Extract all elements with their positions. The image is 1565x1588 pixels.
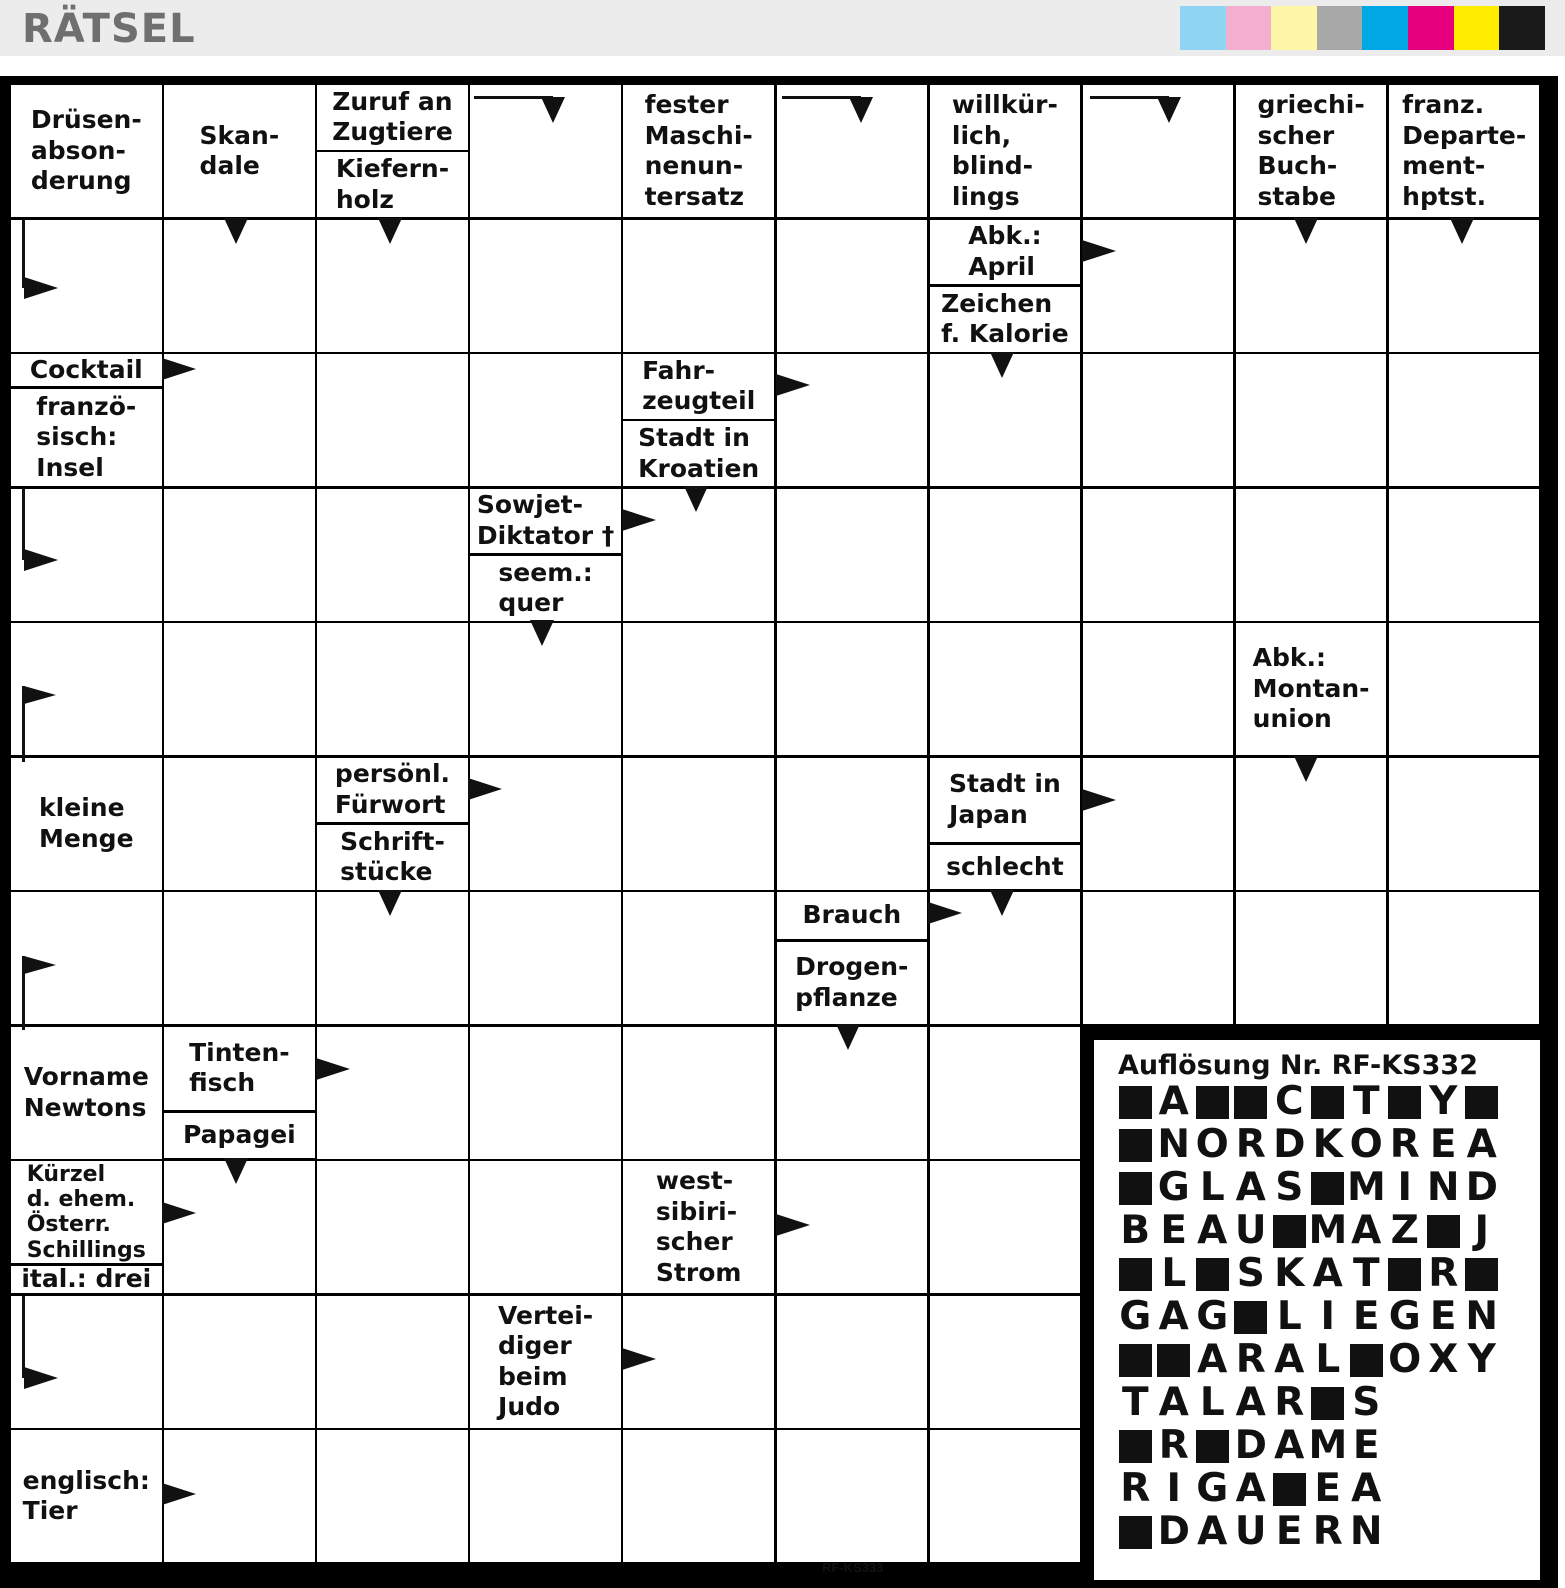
solution-block: [1270, 1469, 1309, 1509]
solution-letter: G: [1119, 1294, 1152, 1339]
clue-tintenfisch: [162, 1025, 317, 1113]
solution-block: [1116, 1340, 1155, 1380]
clue-kroatien: [621, 419, 776, 488]
clue-newton: [9, 1025, 164, 1161]
solution-letter: I: [1166, 1466, 1181, 1511]
grid-cell[interactable]: [928, 1025, 1083, 1161]
solution-block: [1309, 1082, 1348, 1122]
solution-block: [1386, 1082, 1425, 1122]
arrow-down-icon: [1450, 218, 1474, 244]
solution-block: [1116, 1082, 1155, 1122]
grid-cell[interactable]: [775, 756, 930, 892]
solution-block: [1424, 1211, 1463, 1251]
grid-cell[interactable]: [162, 756, 317, 892]
grid-cell[interactable]: [162, 621, 317, 757]
clue-japan: [928, 756, 1083, 845]
solution-row: [1116, 1380, 1386, 1425]
solution-title: Auflösung Nr. RF-KS332: [1118, 1050, 1478, 1081]
clue-text: Kürzel d. ehem. Österr. Schillings: [26, 1161, 146, 1263]
arrow-down-icon: [1294, 756, 1318, 782]
solution-letter: R: [1274, 1380, 1305, 1425]
solution-letter: A: [1235, 1380, 1266, 1425]
clue-text: Zeichen f. Kalorie: [941, 288, 1069, 349]
solution-letter: T: [1352, 1251, 1380, 1296]
solution-letter: U: [1234, 1509, 1267, 1554]
arrow-right-icon: [1082, 789, 1116, 811]
clue-kalorie: [928, 285, 1083, 354]
solution-letter: J: [1474, 1208, 1489, 1253]
grid-cell[interactable]: [1234, 352, 1389, 488]
solution-letter: D: [1157, 1509, 1190, 1554]
solution-letter: Z: [1390, 1208, 1419, 1253]
arrow-down-icon: [849, 97, 873, 123]
grid-cell[interactable]: [468, 1428, 623, 1564]
arrow-right-icon: [24, 1367, 58, 1389]
solution-letter: R: [1235, 1337, 1266, 1382]
clue-departement: [1387, 83, 1542, 219]
grid-cell[interactable]: [315, 621, 470, 757]
clue-schilling: [9, 1159, 164, 1265]
clue-text: Brauch: [802, 900, 902, 930]
solution-letter: A: [1197, 1208, 1228, 1253]
arrow-right-icon: [162, 1483, 196, 1505]
grid-cell[interactable]: [1234, 890, 1389, 1026]
solution-letter: M: [1308, 1208, 1348, 1253]
solution-row: [1116, 1165, 1501, 1210]
solution-letter: X: [1428, 1337, 1459, 1382]
solution-letter: A: [1351, 1466, 1382, 1511]
solution-block: [1155, 1340, 1194, 1380]
clue-text: Tinten- fisch: [189, 1037, 290, 1098]
clue-text: fester Maschi- nenun- tersatz: [644, 90, 753, 211]
solution-letter: O: [1195, 1122, 1229, 1167]
solution-block: [1232, 1297, 1271, 1337]
solution-row: [1116, 1208, 1501, 1253]
arrow-right-icon: [468, 778, 502, 800]
solution-letter: B: [1120, 1208, 1151, 1253]
clue-text: Vertei- diger beim Judo: [498, 1300, 594, 1421]
grid-cell[interactable]: [1234, 487, 1389, 623]
solution-letter: A: [1351, 1208, 1382, 1253]
grid-cell[interactable]: [468, 890, 623, 1026]
solution-letter: N: [1465, 1294, 1499, 1339]
solution-letter: D: [1273, 1122, 1306, 1167]
grid-cell[interactable]: [315, 487, 470, 623]
clue-text: Skan- dale: [199, 120, 280, 180]
grid-cell[interactable]: [1081, 487, 1236, 623]
clue-text: Stadt in Kroatien: [638, 423, 760, 483]
clue-buchstabe: [1234, 83, 1389, 219]
solution-letter: E: [1160, 1208, 1188, 1253]
grid-cell[interactable]: [775, 218, 930, 354]
solution-block: [1270, 1211, 1309, 1251]
clue-druesenabsonderung: [9, 83, 164, 219]
grid-cell[interactable]: [928, 621, 1083, 757]
clue-montanunion: [1234, 621, 1389, 757]
arrow-down-icon: [836, 1024, 860, 1050]
solution-block: [1193, 1254, 1232, 1294]
clue-schriftstuecke: [315, 823, 470, 892]
solution-letter: E: [1429, 1294, 1457, 1339]
grid-cell[interactable]: [315, 1025, 470, 1161]
arrow-right-icon: [162, 1202, 196, 1224]
clue-text: franz. Departe- ment- hptst.: [1402, 90, 1527, 211]
clue-tier: [9, 1428, 164, 1564]
grid-cell[interactable]: [1387, 756, 1542, 892]
clue-text: persönl. Fürwort: [334, 759, 451, 819]
arrow-right-icon: [622, 1348, 656, 1370]
solution-letter: U: [1234, 1208, 1267, 1253]
clue-text: schlecht: [946, 851, 1064, 881]
solution-letter: A: [1274, 1423, 1305, 1468]
puzzle-code: RF-KS333: [822, 1560, 884, 1575]
solution-letter: S: [1275, 1165, 1304, 1210]
solution-letter: E: [1352, 1294, 1380, 1339]
grid-cell[interactable]: [621, 890, 776, 1026]
solution-letter: D: [1465, 1165, 1498, 1210]
clue-text: Kiefern- holz: [335, 154, 450, 214]
solution-letter: O: [1349, 1122, 1383, 1167]
clue-skandale: [162, 83, 317, 219]
solution-letter: S: [1352, 1380, 1381, 1425]
arrow-right-icon: [24, 549, 58, 571]
solution-letter: A: [1235, 1466, 1266, 1511]
solution-letter: D: [1234, 1423, 1267, 1468]
clue-text: Abk.: Montan- union: [1252, 643, 1370, 734]
solution-block: [1232, 1082, 1271, 1122]
solution-letter: I: [1320, 1294, 1335, 1339]
arrow-down-icon: [224, 1158, 248, 1184]
arrow-down-icon: [1157, 97, 1181, 123]
clue-text: west- sibiri- scher Strom: [655, 1166, 742, 1287]
clue-fahrzeugteil: [621, 352, 776, 421]
solution-letter: A: [1235, 1165, 1266, 1210]
grid-cell[interactable]: [468, 756, 623, 892]
clue-text: Cocktail: [29, 354, 143, 384]
arrow-down-icon: [378, 218, 402, 244]
grid-cell[interactable]: [468, 1159, 623, 1295]
solution-block: [1463, 1082, 1502, 1122]
clue-drei: [9, 1264, 164, 1295]
solution-letter: Y: [1467, 1337, 1496, 1382]
solution-block: [1463, 1254, 1502, 1294]
clue-cocktail: [9, 352, 164, 388]
solution-letter: M: [1347, 1165, 1386, 1210]
clue-text: willkür- lich, blind- lings: [951, 90, 1058, 211]
grid-cell[interactable]: [621, 1025, 776, 1161]
solution-letter: M: [1308, 1423, 1348, 1468]
arrow-down-icon: [541, 97, 565, 123]
grid-cell[interactable]: [315, 1428, 470, 1564]
grid-cell[interactable]: [775, 1428, 930, 1564]
solution-letter: G: [1157, 1165, 1190, 1210]
solution-letter: A: [1312, 1251, 1343, 1296]
clue-judo: [468, 1294, 623, 1430]
solution-row: [1116, 1466, 1386, 1511]
arrow-right-icon: [316, 1058, 350, 1080]
solution-row: [1116, 1337, 1501, 1382]
solution-letter: A: [1158, 1079, 1189, 1124]
grid-cell[interactable]: [775, 1294, 930, 1430]
clue-text: franzö- sisch: Insel: [36, 391, 137, 482]
clue-text: Sowjet- Diktator †: [476, 490, 615, 550]
solution-block: [1116, 1125, 1155, 1165]
arrow-right-icon: [622, 509, 656, 531]
arrow-down-icon: [990, 890, 1014, 916]
grid-cell[interactable]: [928, 487, 1083, 623]
solution-block: [1386, 1254, 1425, 1294]
elbow-line: [22, 1296, 25, 1378]
clue-text: Zuruf an Zugtiere: [332, 86, 453, 147]
grid-cell[interactable]: [162, 890, 317, 1026]
grid-cell[interactable]: [1387, 621, 1542, 757]
solution-letter: G: [1196, 1294, 1229, 1339]
solution-letter: K: [1312, 1122, 1343, 1167]
grid-cell[interactable]: [162, 1294, 317, 1430]
solution-letter: E: [1314, 1466, 1342, 1511]
solution-letter: R: [1428, 1251, 1459, 1296]
grid-cell[interactable]: [775, 621, 930, 757]
clue-text: Vorname Newtons: [23, 1062, 149, 1122]
arrow-down-icon: [990, 352, 1014, 378]
clue-text: Drüsen- abson- derung: [30, 105, 142, 196]
solution-row: [1116, 1122, 1501, 1167]
grid-cell[interactable]: [1387, 352, 1542, 488]
arrow-down-icon: [1294, 218, 1318, 244]
clue-text: Stadt in Japan: [949, 769, 1061, 829]
solution-letter: C: [1274, 1079, 1304, 1124]
arrow-down-icon: [684, 486, 708, 512]
solution-letter: T: [1121, 1380, 1149, 1425]
solution-letter: G: [1388, 1294, 1421, 1339]
arrow-right-icon: [1082, 240, 1116, 262]
arrow-right-icon: [162, 358, 196, 380]
solution-letter: E: [1352, 1423, 1380, 1468]
grid-cell[interactable]: [928, 1294, 1083, 1430]
clue-maschinenuntersatz: [621, 83, 776, 219]
solution-letter: A: [1158, 1294, 1189, 1339]
clue-menge: [9, 756, 164, 892]
clue-text: Fahr- zeugteil: [642, 355, 756, 416]
solution-letter: A: [1466, 1122, 1497, 1167]
solution-block: [1116, 1254, 1155, 1294]
solution-letter: R: [1158, 1423, 1189, 1468]
solution-row: [1116, 1423, 1386, 1468]
solution-letter: L: [1199, 1165, 1225, 1210]
grid-cell[interactable]: [621, 1428, 776, 1564]
grid-cell[interactable]: [1081, 218, 1236, 354]
solution-letter: R: [1312, 1509, 1343, 1554]
clue-fuerwort: [315, 756, 470, 825]
grid-cell[interactable]: [928, 1428, 1083, 1564]
solution-block: [1309, 1168, 1348, 1208]
clue-strom: [621, 1159, 776, 1295]
grid-cell[interactable]: [1081, 890, 1236, 1026]
solution-block: [1193, 1082, 1232, 1122]
grid-cell[interactable]: [621, 218, 776, 354]
grid-cell[interactable]: [1081, 756, 1236, 892]
solution-letter: A: [1197, 1337, 1228, 1382]
grid-cell[interactable]: [1081, 621, 1236, 757]
clue-zuruf: [315, 83, 470, 152]
grid-cell[interactable]: [775, 352, 930, 488]
solution-row: [1116, 1509, 1386, 1554]
grid-cell[interactable]: [621, 621, 776, 757]
clue-april: [928, 218, 1083, 287]
solution-letter: A: [1158, 1380, 1189, 1425]
solution-letter: K: [1274, 1251, 1305, 1296]
arrow-right-icon: [24, 277, 58, 299]
solution-letter: A: [1274, 1337, 1305, 1382]
grid-cell[interactable]: [775, 487, 930, 623]
grid-cell[interactable]: [468, 352, 623, 488]
arrow-right-icon: [928, 902, 962, 924]
solution-letter: N: [1157, 1122, 1191, 1167]
solution-row: [1116, 1251, 1501, 1296]
grid-cell[interactable]: [621, 756, 776, 892]
solution-block: [1347, 1340, 1386, 1380]
solution-letter: I: [1397, 1165, 1412, 1210]
clue-sowjet: [468, 487, 623, 556]
solution-block: [1309, 1383, 1348, 1423]
solution-letter: L: [1315, 1337, 1341, 1382]
solution-letter: A: [1197, 1509, 1228, 1554]
grid-cell[interactable]: [1081, 352, 1236, 488]
grid-cell[interactable]: [315, 352, 470, 488]
solution-letter: R: [1120, 1466, 1151, 1511]
clue-insel: [9, 387, 164, 488]
clue-drogenpflanze: [775, 940, 930, 1026]
clue-text: seem.: quer: [498, 557, 593, 618]
clue-kiefernholz: [315, 150, 470, 219]
arrow-down-icon: [224, 218, 248, 244]
solution-block: [1116, 1168, 1155, 1208]
solution-block: [1116, 1426, 1155, 1466]
solution-letter: Y: [1429, 1079, 1458, 1124]
grid-cell[interactable]: [315, 1294, 470, 1430]
grid-cell[interactable]: [1387, 487, 1542, 623]
solution-letter: O: [1388, 1337, 1422, 1382]
clue-quer: [468, 554, 623, 623]
solution-letter: T: [1352, 1079, 1380, 1124]
solution-letter: N: [1349, 1509, 1383, 1554]
solution-letter: E: [1429, 1122, 1457, 1167]
grid-cell[interactable]: [928, 1159, 1083, 1295]
clue-text: Abk.: April: [968, 221, 1042, 281]
grid-cell[interactable]: [9, 1294, 164, 1430]
arrow-right-icon: [776, 374, 810, 396]
solution-letter: L: [1276, 1294, 1302, 1339]
grid-cell[interactable]: [315, 1159, 470, 1295]
clue-text: englisch: Tier: [22, 1465, 150, 1525]
solution-letter: G: [1196, 1466, 1229, 1511]
clue-schlecht: [928, 843, 1083, 892]
solution-letter: S: [1236, 1251, 1265, 1296]
clue-text: Papagei: [183, 1120, 296, 1150]
grid-cell[interactable]: [162, 487, 317, 623]
clue-willkuerlich: [928, 83, 1083, 219]
solution-row: [1116, 1294, 1501, 1339]
clue-papagei: [162, 1111, 317, 1161]
grid-cell[interactable]: [468, 1025, 623, 1161]
grid-cell[interactable]: [1387, 890, 1542, 1026]
solution-letter: L: [1161, 1251, 1187, 1296]
arrow-down-icon: [378, 890, 402, 916]
solution-block: [1193, 1426, 1232, 1466]
solution-letter: L: [1199, 1380, 1225, 1425]
grid-cell[interactable]: [468, 218, 623, 354]
flag-icon: [24, 956, 56, 974]
arrow-right-icon: [776, 1214, 810, 1236]
solution-panel: [1094, 1040, 1540, 1580]
clue-text: kleine Menge: [39, 793, 134, 853]
solution-letter: R: [1235, 1122, 1266, 1167]
clue-brauch: [775, 890, 930, 941]
solution-row: [1116, 1079, 1501, 1124]
flag-icon: [24, 686, 56, 704]
solution-letter: R: [1389, 1122, 1420, 1167]
clue-text: griechi- scher Buch- stabe: [1257, 90, 1365, 211]
solution-letter: N: [1426, 1165, 1460, 1210]
arrow-down-icon: [530, 620, 554, 646]
clue-text: Schrift- stücke: [340, 826, 445, 887]
solution-block: [1116, 1512, 1155, 1552]
solution-letter: E: [1275, 1509, 1303, 1554]
page-title: RÄTSEL: [22, 6, 196, 52]
clue-text: Drogen- pflanze: [795, 952, 909, 1012]
clue-text: ital.: drei: [21, 1264, 152, 1294]
